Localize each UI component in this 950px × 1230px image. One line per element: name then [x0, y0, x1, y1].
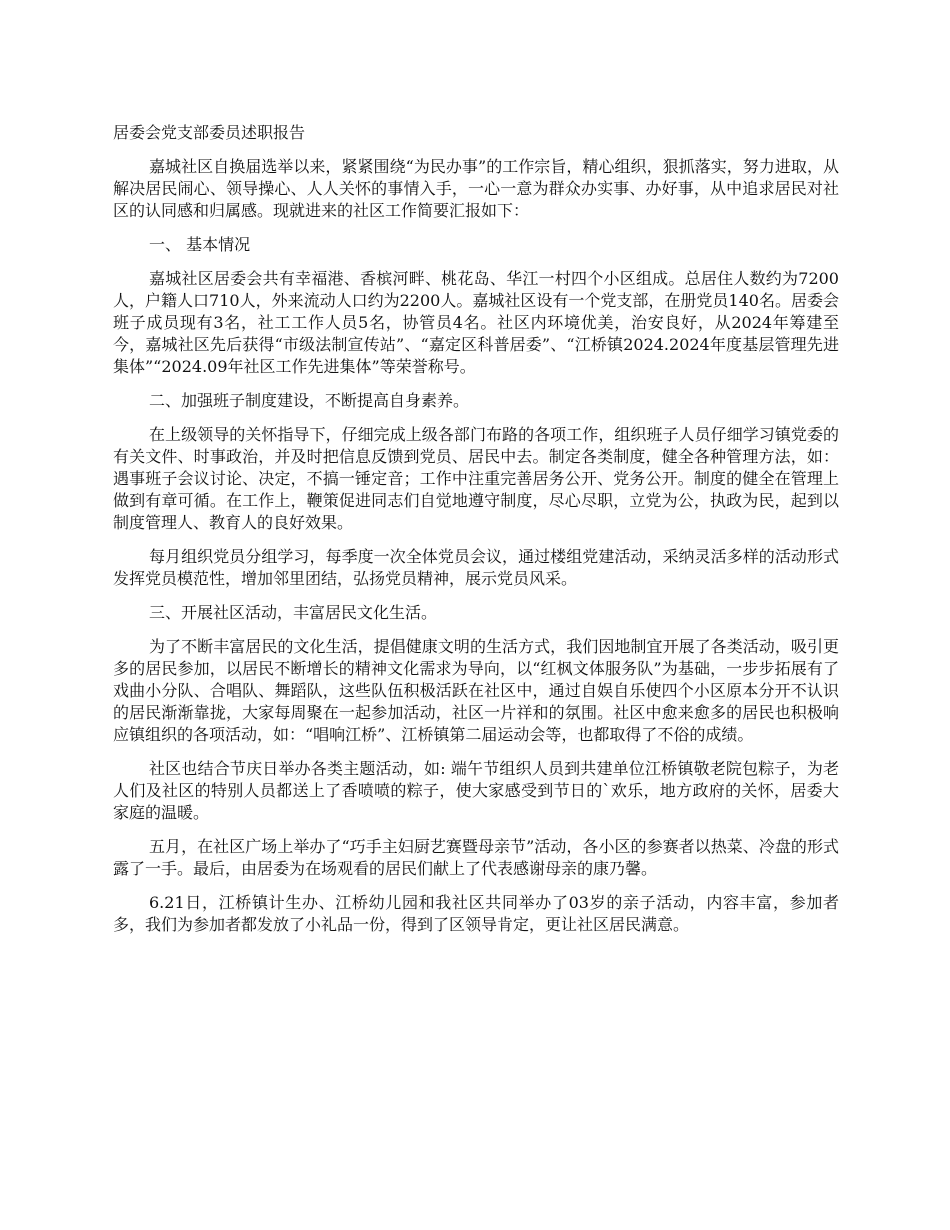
section-heading-community-activities: 三、开展社区活动，丰富居民文化生活。	[149, 603, 438, 622]
paragraph-cultural-life: 为了不断丰富居民的文化生活，提倡健康文明的生活方式，我们因地制宜开展了各类活动，吸引更多的居民参加，以居民不断增长的精神文化需求为导向，以“红枫文体服务队”为基础，一步步拓展有了戏曲小分队、合唱队、舞蹈队，这些队伍积极活跃在社区中，通过自娱自乐使四个小区原本分开不认识的居民渐渐靠拢，大家每周聚在一起参加活动，社区一片祥和的氛围。社区中愈来愈多的居民也积极响应镇组织的各项活动，如：“唱响江桥”、江桥镇第二届运动会等，也都取得了不俗的成绩。	[113, 637, 839, 744]
section-heading-basic-situation: 一、 基本情况	[149, 235, 251, 254]
document-page	[113, 122, 839, 948]
paragraph-mothers-day: 五月，在社区广场上举办了“巧手主妇厨艺赛暨母亲节”活动，各小区的参赛者以热菜、冷盘的形式露了一手。最后，由居委为在场观看的居民们献上了代表感谢母亲的康乃馨。	[113, 837, 839, 878]
paragraph-party-study: 每月组织党员分组学习，每季度一次全体党员会议，通过楼组党建活动，采纳灵活多样的活动形式发挥党员模范性，增加邻里团结，弘扬党员精神，展示党员风采。	[113, 547, 839, 588]
section-heading-team-building: 二、加强班子制度建设，不断提高自身素养。	[149, 391, 470, 410]
paragraph-basic-situation: 嘉城社区居委会共有幸福港、香槟河畔、桃花岛、华江一村四个小区组成。总居住人数约为7200人，户籍人口710人，外来流动人口约为2200人。嘉城社区设有一个党支部，在册党员140名。居委会班子成员现有3名，社工工作人员5名，协管员4名。社区内环境优美，治安良好，从2024年筹建至今，嘉城社区先后获得“市级法制宣传站”、“嘉定区科普居委”、“江桥镇2024.2024年度基层管理先进集体”“2024.09年社区工作先进集体”等荣誉称号。	[113, 269, 839, 376]
paragraph-parent-child-activity: 6.21日，江桥镇计生办、江桥幼儿园和我社区共同举办了03岁的亲子活动，内容丰富，参加者多，我们为参加者都发放了小礼品一份，得到了区领导肯定，更让社区居民满意。	[113, 893, 839, 934]
document-title: 居委会党支部委员述职报告	[113, 123, 306, 142]
paragraph-intro: 嘉城社区自换届选举以来，紧紧围绕“为民办事”的工作宗旨，精心组织，狠抓落实，努力进取，从解决居民闹心、领导操心、人人关怀的事情入手，一心一意为群众办实事、办好事，从中追求居民对社区的认同感和归属感。现就进来的社区工作简要汇报如下：	[113, 157, 839, 220]
paragraph-team-building: 在上级领导的关怀指导下，仔细完成上级各部门布路的各项工作，组织班子人员仔细学习镇党委的有关文件、时事政治，并及时把信息反馈到党员、居民中去。制定各类制度，健全各种管理方法，如：遇事班子会议讨论、决定，不搞一锤定音；工作中注重完善居务公开、党务公开。制度的健全在管理上做到有章可循。在工作上，鞭策促进同志们自觉地遵守制度，尽心尽职，立党为公，执政为民，起到以制度管理人、教育人的良好效果。	[113, 425, 839, 532]
paragraph-festival-activities: 社区也结合节庆日举办各类主题活动，如: 端午节组织人员到共建单位江桥镇敬老院包粽子，为老人们及社区的特别人员都送上了香喷喷的粽子，使大家感受到节日的`欢乐，地方政府的关怀，居委大家庭的温暖。	[113, 759, 839, 822]
